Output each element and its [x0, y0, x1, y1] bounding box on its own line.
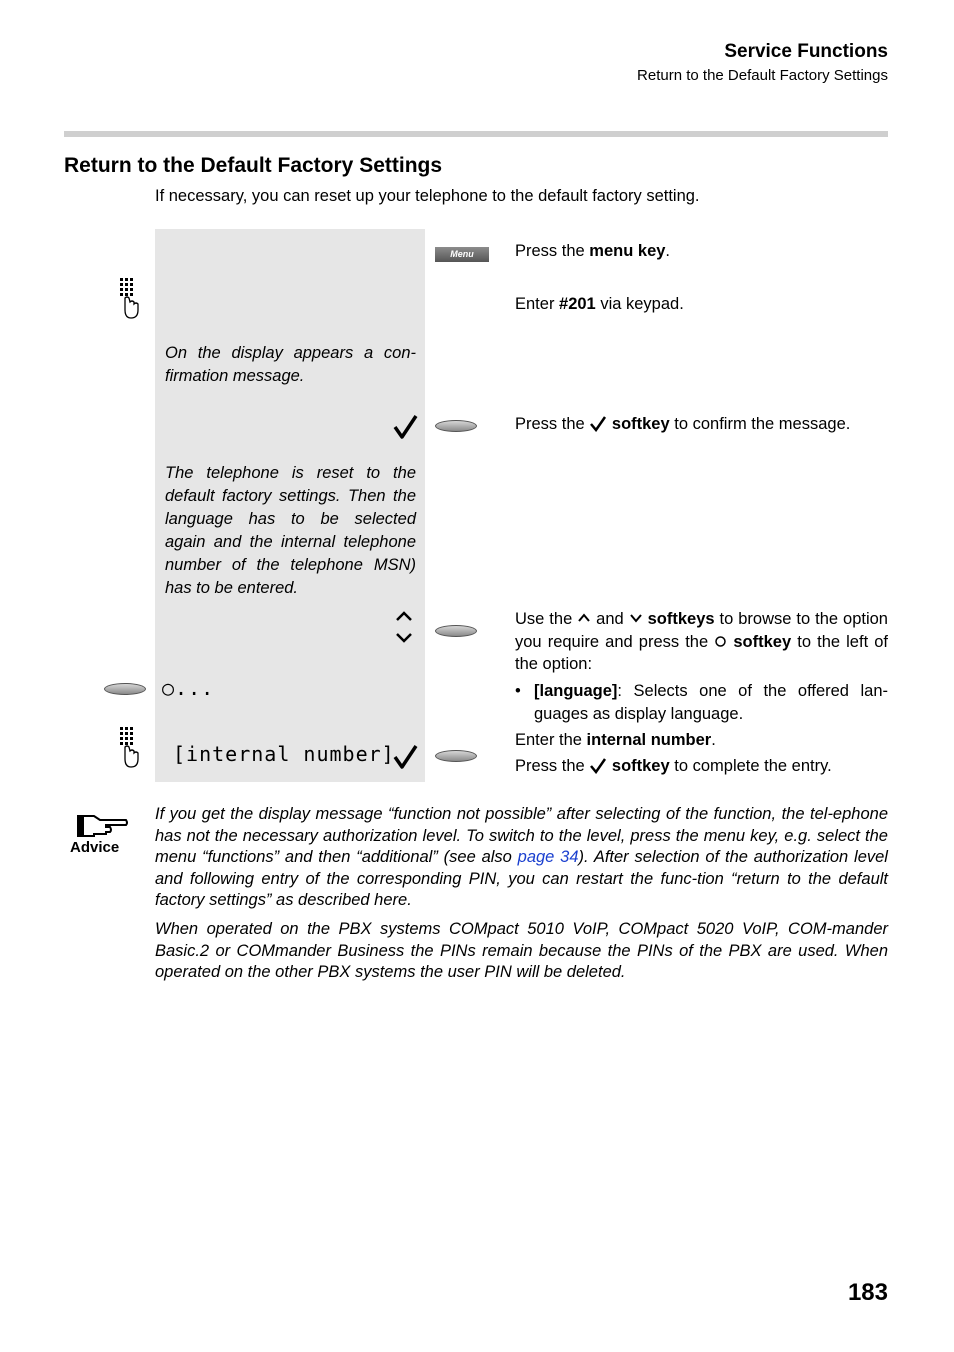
- softkey-button[interactable]: [435, 420, 477, 432]
- keypad-hand-icon: [116, 276, 142, 320]
- keypad-hand-icon: [116, 725, 142, 769]
- lcd-entry-line: [internal number]: [173, 742, 395, 766]
- confirmation-note: On the display appears a con-firmation message.: [165, 344, 416, 385]
- menu-key-button[interactable]: Menu: [435, 247, 489, 262]
- option-softkey-button[interactable]: [104, 683, 146, 695]
- down-arrow-icon: [629, 612, 643, 624]
- step-browse: Use the and softkeys to browse to the option you require and press the softkey to the left of the option:: [515, 610, 889, 673]
- softkey-button[interactable]: [435, 750, 477, 762]
- pointing-hand-icon: [76, 812, 130, 838]
- circle-icon: [714, 635, 727, 648]
- page-link[interactable]: page 34: [517, 848, 579, 866]
- checkmark-icon: [393, 414, 419, 440]
- step-enter-code: Enter #201 via keypad.: [515, 295, 684, 313]
- page-number: 183: [847, 1279, 888, 1306]
- checkmark-icon: [589, 415, 607, 432]
- reset-note: The telephone is reset to the default factory settings. Then the language has to be selected again and the internal telephone number of the telephone MSN) has to be entered.: [165, 464, 416, 597]
- step-complete: Press the softkey to complete the entry.: [515, 757, 832, 775]
- step-press-menu: Press the menu key.: [515, 242, 671, 260]
- header-title: Service Functions: [724, 41, 888, 62]
- section-title: Return to the Default Factory Settings: [64, 154, 443, 177]
- up-arrow-icon: [577, 612, 591, 624]
- advice-paragraph-1: If you get the display message “function not possible” after selecting of the function, the tel-ephone has not the necessary authorization level. To switch to the level, press the menu key, e.g. select the menu “functions” and then “additional” (see also page 34). After selection of the authorization level and following entry of the corresponding PIN, you can restart the func-tion “return to the default factory settings” as described here.: [155, 805, 888, 909]
- checkmark-icon: [589, 757, 607, 774]
- advice-paragraph-2: When operated on the PBX systems COMpact 5010 VoIP, COMpact 5020 VoIP, COM-mander Basic.2 or COMmander Business the PINs remain because the PINs of the PBX are used. When operated on the other PBX systems the user PIN will be deleted.: [155, 920, 888, 981]
- header-subtitle: Return to the Default Factory Settings: [637, 67, 888, 84]
- step-confirm: Press the softkey to confirm the message.: [515, 415, 851, 433]
- bullet-marker: •: [515, 682, 521, 700]
- divider: [64, 131, 888, 137]
- up-down-arrows-icon: [394, 610, 416, 646]
- section-intro: If necessary, you can reset up your telephone to the default factory setting.: [155, 187, 700, 205]
- step-enter-number: Enter the internal number.: [515, 731, 716, 749]
- softkey-button[interactable]: [435, 625, 477, 637]
- advice-label: Advice: [70, 839, 120, 856]
- lcd-option-line: ○...: [162, 676, 215, 700]
- checkmark-icon: [393, 744, 419, 770]
- bullet-language: [language]: Selects one of the offered lan-guages as display language.: [534, 682, 888, 723]
